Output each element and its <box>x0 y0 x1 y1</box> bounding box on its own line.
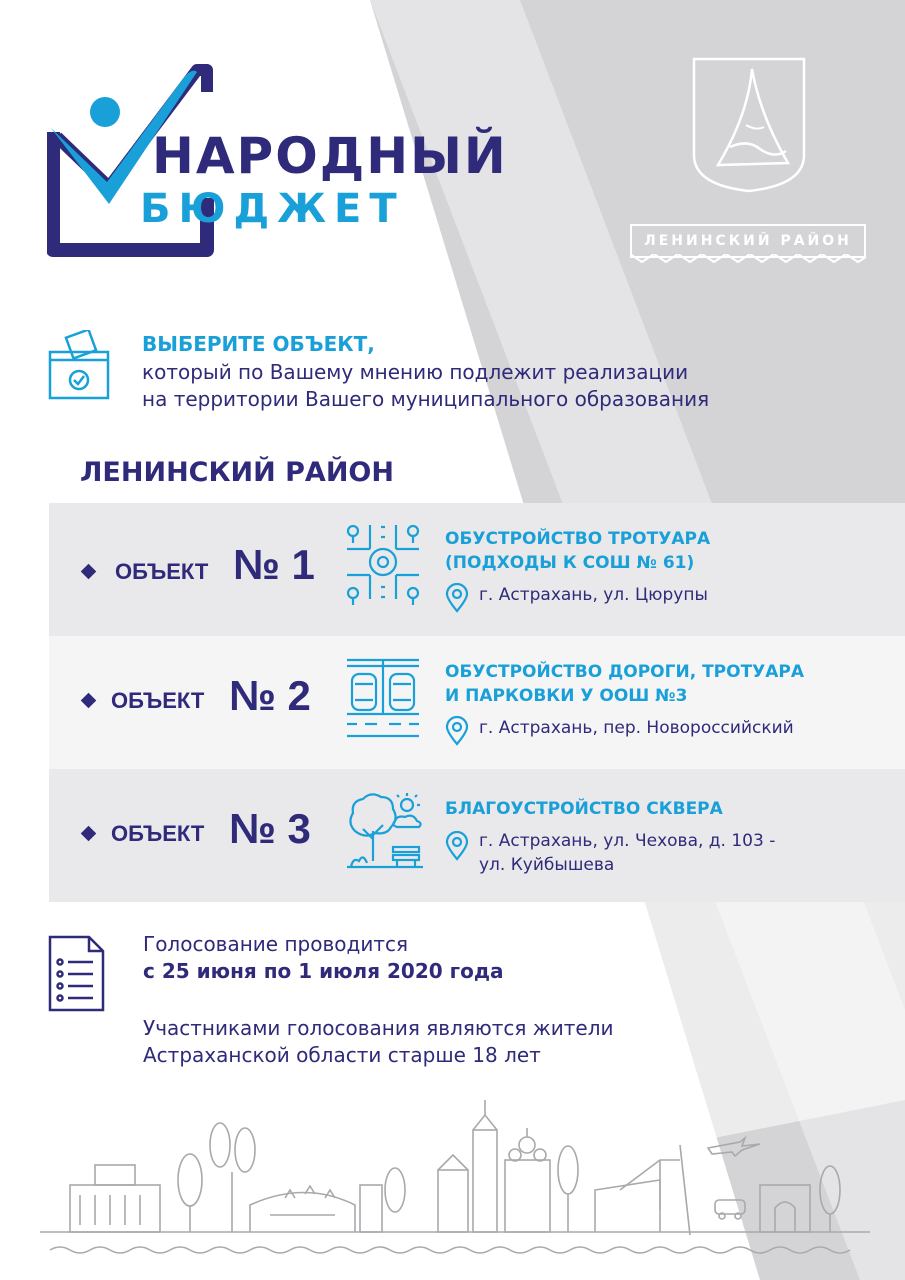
bullet-diamond-icon <box>81 826 97 842</box>
object-number: № 3 <box>229 805 311 852</box>
location-pin-icon <box>445 583 469 613</box>
object-address: г. Астрахань, ул. Цюрупы <box>479 585 708 605</box>
district-heading: ЛЕНИНСКИЙ РАЙОН <box>80 457 394 488</box>
object-address-line1: г. Астрахань, ул. Чехова, д. 103 - <box>479 831 776 851</box>
voting-dates: с 25 июня по 1 июля 2020 года <box>143 959 504 983</box>
road-parking-icon <box>345 656 421 740</box>
park-square-icon <box>345 791 425 871</box>
coat-of-arms-icon <box>690 55 808 195</box>
sidewalk-crossroad-icon <box>345 519 421 605</box>
object-title-line1: ОБУСТРОЙСТВО ТРОТУАРА <box>445 529 711 549</box>
document-checklist-icon <box>47 934 107 1014</box>
object-row-2 <box>49 636 905 769</box>
city-skyline-illustration <box>0 1090 905 1280</box>
intro-line-1: который по Вашему мнению подлежит реализации <box>142 360 689 384</box>
location-pin-icon <box>445 716 469 746</box>
object-number: № 1 <box>233 541 315 588</box>
voting-line-1: Голосование проводится <box>143 932 408 956</box>
object-title-line2: (ПОДХОДЫ К СОШ № 61) <box>445 553 695 573</box>
intro-line-2: на территории Вашего муниципального образования <box>142 387 710 411</box>
district-badge: ЛЕНИНСКИЙ РАЙОН <box>630 224 866 258</box>
badge-zigzag-decoration <box>630 254 866 264</box>
bullet-diamond-icon <box>81 693 97 709</box>
participants-line-2: Астраханской области старше 18 лет <box>143 1043 541 1067</box>
object-title-line2: И ПАРКОВКИ У ООШ №3 <box>445 686 688 706</box>
ballot-box-icon <box>47 330 113 402</box>
participants-line-1: Участниками голосования являются жители <box>143 1016 614 1040</box>
bullet-diamond-icon <box>81 564 97 580</box>
intro-title: ВЫБЕРИТЕ ОБЪЕКТ, <box>142 332 375 356</box>
object-row-3 <box>49 769 905 902</box>
location-pin-icon <box>445 831 469 861</box>
object-row-1 <box>49 503 905 636</box>
object-number: № 2 <box>229 672 311 719</box>
object-address: г. Астрахань, пер. Новороссийский <box>479 718 794 738</box>
object-label: ОБЪЕКТ <box>111 688 205 713</box>
brand-title-line1: НАРОДНЫЙ <box>152 127 508 185</box>
object-address-line2: ул. Куйбышева <box>479 855 615 875</box>
object-title-line1: ОБУСТРОЙСТВО ДОРОГИ, ТРОТУАРА <box>445 662 805 682</box>
brand-title-line2: БЮДЖЕТ <box>140 186 405 232</box>
object-label: ОБЪЕКТ <box>111 821 205 846</box>
object-label: ОБЪЕКТ <box>115 559 209 584</box>
object-title-line1: БЛАГОУСТРОЙСТВО СКВЕРА <box>445 799 723 819</box>
